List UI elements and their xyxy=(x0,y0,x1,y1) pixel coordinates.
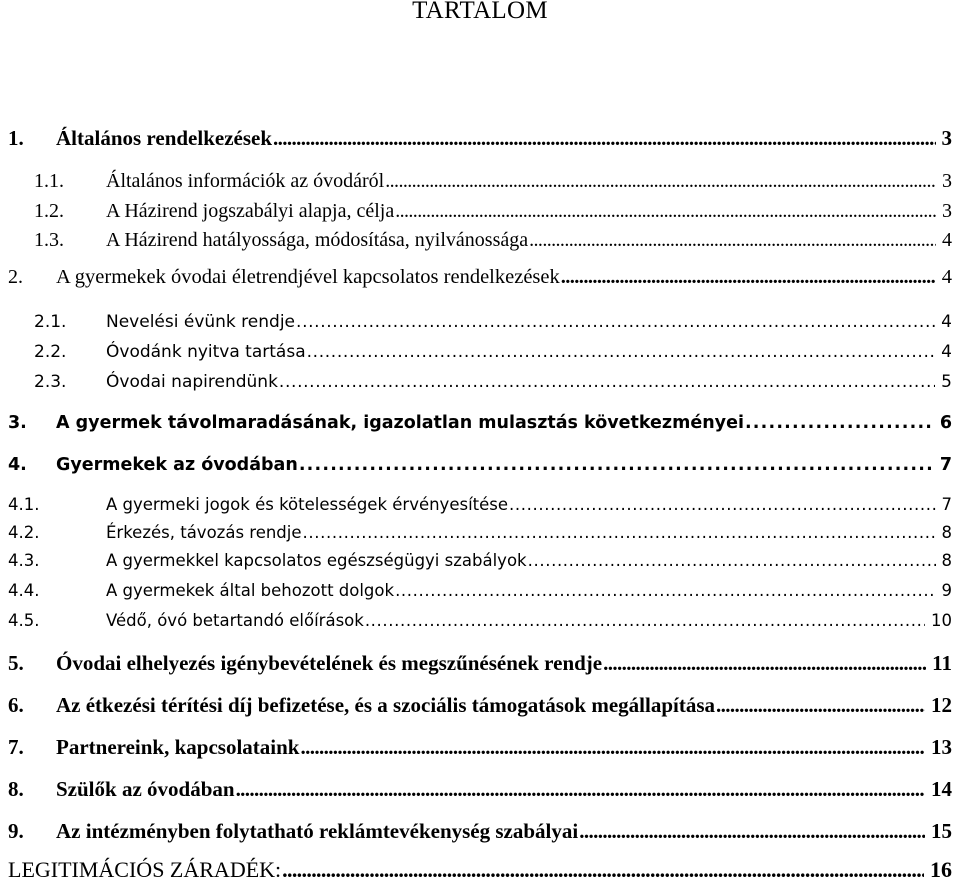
toc-number: 8. xyxy=(8,777,24,801)
toc-entry-2-1[interactable] xyxy=(0,309,960,335)
toc-page-number: 10 xyxy=(931,611,952,630)
toc-leader xyxy=(296,309,935,335)
toc-entry-9[interactable] xyxy=(0,818,960,844)
toc-title: Érkezés, távozás rendje xyxy=(106,523,302,542)
toc-leader xyxy=(300,734,925,760)
toc-number: 2. xyxy=(8,266,23,288)
toc-page-number: 3 xyxy=(941,126,952,150)
toc-page-number: 8 xyxy=(941,523,952,542)
toc-entry-1-2[interactable] xyxy=(0,198,960,224)
toc-leader xyxy=(236,776,925,802)
toc-page-number: 9 xyxy=(941,581,952,600)
toc-number: 4. xyxy=(8,455,27,475)
toc-number: 1.1. xyxy=(34,170,64,192)
toc-entry-4-1[interactable] xyxy=(0,492,960,518)
toc-page-number: 16 xyxy=(930,857,952,882)
toc-title: Óvodai napirendünk xyxy=(106,372,278,392)
toc-leader xyxy=(307,339,936,365)
toc-title: LEGITIMÁCIÓS ZÁRADÉK: xyxy=(8,857,282,882)
toc-number: 4.2. xyxy=(8,523,40,542)
toc-title: A gyermek távolmaradásának, igazolatlan mulasztás következményei xyxy=(56,413,744,433)
toc-title: A Házirend jogszabályi alapja, célja xyxy=(106,200,395,222)
toc-leader xyxy=(716,692,925,718)
toc-entry-6[interactable] xyxy=(0,692,960,718)
toc-title: A gyermekkel kapcsolatos egészségügyi szabályok xyxy=(106,551,527,570)
toc-page-number: 12 xyxy=(931,693,952,717)
toc-number: 4.5. xyxy=(8,611,40,630)
toc-leader xyxy=(365,608,925,634)
toc-entry-8[interactable] xyxy=(0,776,960,802)
toc-number: 6. xyxy=(8,693,24,717)
toc-page-number: 15 xyxy=(931,819,952,843)
toc-leader xyxy=(745,410,934,436)
toc-page-number: 7 xyxy=(939,455,952,475)
toc-leader xyxy=(528,548,936,574)
toc-title: Védő, óvó betartandó előírások xyxy=(106,611,364,630)
toc-number: 1. xyxy=(8,126,24,150)
toc-page-number: 4 xyxy=(941,342,952,362)
toc-title: Gyermekek az óvodában xyxy=(56,455,298,475)
toc-number: 2.2. xyxy=(34,342,67,362)
toc-page-number: 4 xyxy=(941,312,952,332)
toc-entry-2[interactable] xyxy=(0,264,960,290)
toc-leader xyxy=(529,227,936,253)
toc-page-number: 13 xyxy=(931,735,952,759)
toc-leader xyxy=(561,264,936,290)
toc-title: Óvodai elhelyezés igénybevételének és megszűnésének rendje xyxy=(56,651,603,675)
toc-page-number: 8 xyxy=(941,551,952,570)
toc-title: Az étkezési térítési díj befizetése, és a szociális támogatások megállapítása xyxy=(56,693,715,717)
toc-page-number: 14 xyxy=(931,777,952,801)
toc-title: Általános információk az óvodáról xyxy=(106,170,385,192)
toc-page-number: 7 xyxy=(941,495,952,514)
toc-number: 3. xyxy=(8,413,27,433)
toc-entry-4-4[interactable] xyxy=(0,578,960,604)
toc-leader xyxy=(579,818,925,844)
toc-entry-2-2[interactable] xyxy=(0,339,960,365)
toc-entry-4-3[interactable] xyxy=(0,548,960,574)
toc-title: Általános rendelkezések xyxy=(56,126,273,150)
toc-leader xyxy=(385,168,936,194)
toc-number: 9. xyxy=(8,819,24,843)
toc-number: 5. xyxy=(8,651,24,675)
toc-leader xyxy=(395,578,935,604)
toc-entry-2-3[interactable] xyxy=(0,369,960,395)
toc-leader xyxy=(279,369,935,395)
toc-leader xyxy=(273,125,935,151)
toc-page-number: 5 xyxy=(941,372,952,392)
toc-title: Nevelési évünk rendje xyxy=(106,312,296,332)
toc-entry-3[interactable] xyxy=(0,410,960,436)
toc-page-number: 3 xyxy=(942,170,952,192)
toc-number: 1.3. xyxy=(34,229,64,251)
toc-entry-1-1[interactable] xyxy=(0,168,960,194)
toc-number: 2.1. xyxy=(34,312,67,332)
toc-number: 2.3. xyxy=(34,372,67,392)
toc-title: Az intézményben folytatható reklámtevékenység szabályai xyxy=(56,819,579,843)
toc-title: A gyermeki jogok és kötelességek érvényesítése xyxy=(106,495,509,514)
toc-page-number: 4 xyxy=(941,266,952,288)
toc-page-number: 4 xyxy=(942,229,952,251)
toc-number: 4.1. xyxy=(8,495,40,514)
toc-title: Óvodánk nyitva tartása xyxy=(106,342,306,362)
toc-leader xyxy=(509,492,935,518)
toc-page-number: 3 xyxy=(942,200,952,222)
toc-leader xyxy=(603,650,926,676)
page-title: TARTALOM xyxy=(412,0,548,24)
toc-entry-7[interactable] xyxy=(0,734,960,760)
toc-leader xyxy=(395,198,936,224)
toc-leader xyxy=(282,855,924,885)
toc-entry-1-3[interactable] xyxy=(0,227,960,253)
toc-title: A Házirend hatályossága, módosítása, nyilvánossága xyxy=(106,229,529,251)
toc-leader xyxy=(303,520,936,546)
toc-page-number: 6 xyxy=(939,413,952,433)
toc-leader xyxy=(299,452,934,478)
toc-number: 4.4. xyxy=(8,581,40,600)
toc-number: 1.2. xyxy=(34,200,64,222)
toc-title: A gyermekek óvodai életrendjével kapcsolatos rendelkezések xyxy=(56,266,560,288)
toc-entry-5[interactable] xyxy=(0,650,960,676)
toc-entry-1[interactable] xyxy=(0,125,960,151)
toc-title: A gyermekek által behozott dolgok xyxy=(106,581,395,600)
toc-entry-4-2[interactable] xyxy=(0,520,960,546)
toc-page-number: 11 xyxy=(932,651,952,675)
toc-number: 4.3. xyxy=(8,551,40,570)
toc-entry-4-5[interactable] xyxy=(0,608,960,634)
toc-title: Partnereink, kapcsolataink xyxy=(56,735,300,759)
toc-title: Szülők az óvodában xyxy=(56,777,235,801)
toc-number: 7. xyxy=(8,735,24,759)
toc-entry-4[interactable] xyxy=(0,452,960,478)
toc-entry-legitimation[interactable] xyxy=(8,855,952,885)
